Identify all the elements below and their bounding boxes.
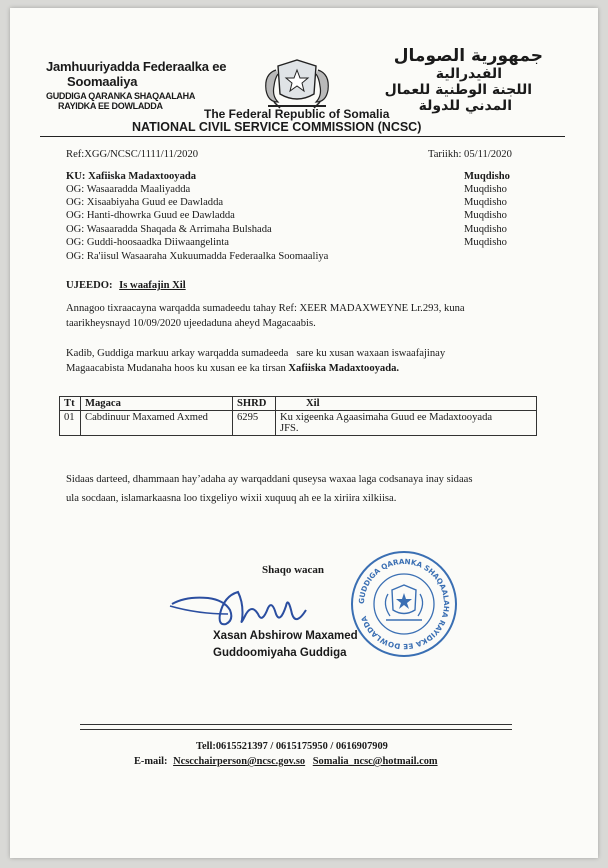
handwritten-signature <box>168 574 358 638</box>
recipient-city: Muqdisho <box>464 171 510 182</box>
letterhead-somali-sub-1: GUDDIGA QARANKA SHAQAALAHA <box>46 91 196 101</box>
letterhead-somali-sub-2: RAYIDKA EE DOWLADDA <box>58 101 163 111</box>
paragraph-3-line-2: ula socdaan, islamarkaasna loo tixgeliyo wixii xuquuq ah ee la xiriira xilkiisa. <box>66 493 397 504</box>
footer-email-1-link[interactable]: Ncscchairperson@ncsc.gov.so <box>173 756 306 767</box>
letterhead-english-1: The Federal Republic of Somalia <box>204 107 390 121</box>
letterhead-somali-title-1: Jamhuuriyadda Federaalka ee <box>46 59 227 74</box>
paragraph-1-line-2: taarikheysnayd 10/09/2020 ujeedaduna aheyd Magacaabis. <box>66 318 316 329</box>
letterhead-english-2: NATIONAL CIVIL SERVICE COMMISSION (NCSC) <box>132 120 422 134</box>
table-cell-xil <box>276 411 537 436</box>
recipient-label: OG: Xisaabiyaha Guud ee Dawladda <box>66 197 224 208</box>
table-cell-xil-line-1: Ku xigeenka Agaasimaha Guud ee Madaxtooyada <box>280 412 493 423</box>
letter-date: Tariikh: 05/11/2020 <box>428 149 512 160</box>
letterhead-arabic-3: اللجنة الوطنية للعمال <box>384 82 532 98</box>
table-header-tt: Tt <box>60 397 81 411</box>
table-row <box>60 411 537 436</box>
footer-email-label: E-mail: <box>134 756 168 767</box>
footer-separator-bottom <box>80 729 512 730</box>
table-cell-name: Cabdinuur Maxamed Axmed <box>81 411 233 436</box>
letterhead-arabic-2: الفيدرالية <box>435 66 502 82</box>
recipient-label: OG: Wasaaradda Maaliyadda <box>66 184 191 195</box>
footer-email-line <box>134 756 438 767</box>
table-cell-xil-line-2: JFS. <box>280 423 299 434</box>
subject-label: UJEEDO: <box>66 280 113 291</box>
recipient-label: OG: Wasaaradda Shaqada & Arrimaha Bulshada <box>66 224 272 235</box>
table-header-xil: Xil <box>276 397 537 411</box>
recipient-label: OG: Ra'iisul Wasaaraha Xukuumadda Federaalka Soomaaliya <box>66 251 329 262</box>
letterhead-arabic-1: جمهورية الصومال <box>393 46 543 66</box>
assignment-table <box>59 396 537 436</box>
paragraph-3-line-1: Sidaas darteed, dhammaan hay’adaha ay warqaddani quseysa waxaa laga codsanaya inay sidaas <box>66 474 473 485</box>
letterhead-somali-title-2: Soomaaliya <box>67 74 138 89</box>
stamp-ring-text: GUDDIGA QARANKA SHAQAALAHA RAYIDKA EE DOWLADDA <box>356 556 452 652</box>
recipient-city: Muqdisho <box>464 197 507 208</box>
coat-of-arms-emblem <box>258 56 336 112</box>
table-header-magaca: Magaca <box>81 397 233 411</box>
subject-value: Is waafajin Xil <box>119 280 186 291</box>
recipient-city: Muqdisho <box>464 184 507 195</box>
paragraph-2-line-1: Kadib, Guddiga markuu arkay warqadda sumadeeda sare ku xusan waxaan iswaafajinay <box>66 348 446 359</box>
official-stamp <box>348 548 460 660</box>
signer-name: Xasan Abshirow Maxamed <box>213 630 358 642</box>
closing-text: Shaqo wacan <box>262 564 325 576</box>
table-cell-shrd: 6295 <box>233 411 276 436</box>
letterhead-divider <box>40 136 565 137</box>
reference-number: Ref:XGG/NCSC/1111/11/2020 <box>66 149 199 160</box>
paragraph-2-line-2 <box>66 363 399 374</box>
letterhead-arabic-4: المدني للدولة <box>418 98 512 114</box>
footer-separator-top <box>80 724 512 725</box>
table-cell-tt: 01 <box>60 411 81 436</box>
recipient-label: OG: Hanti-dhowrka Guud ee Dawladda <box>66 210 235 221</box>
table-header-shrd: SHRD <box>233 397 276 411</box>
recipient-label: KU: Xafiiska Madaxtooyada <box>66 171 197 182</box>
table-header-row <box>60 397 537 411</box>
recipient-city: Muqdisho <box>464 224 507 235</box>
paragraph-1-line-1: Annagoo tixraacayna warqadda sumadeedu tahay Ref: XEER MADAXWEYNE Lr.293, kuna <box>66 303 465 314</box>
recipient-city: Muqdisho <box>464 237 507 248</box>
recipient-city: Muqdisho <box>464 210 507 221</box>
paragraph-2-bold-office: Xafiiska Madaxtooyada. <box>288 363 400 374</box>
signer-title: Guddoomiyaha Guddiga <box>213 647 347 659</box>
paragraph-2-text: Magaacabista Mudanaha hoos ku xusan ee ka tirsan <box>66 363 286 374</box>
recipient-label: OG: Guddi-hoosaadka Diiwaangelinta <box>66 237 229 248</box>
footer-email-2-link[interactable]: Somalia_ncsc@hotmail.com <box>312 756 438 767</box>
subject-line <box>66 280 186 291</box>
footer-phones: Tell:0615521397 / 0615175950 / 0616907909 <box>196 741 388 752</box>
